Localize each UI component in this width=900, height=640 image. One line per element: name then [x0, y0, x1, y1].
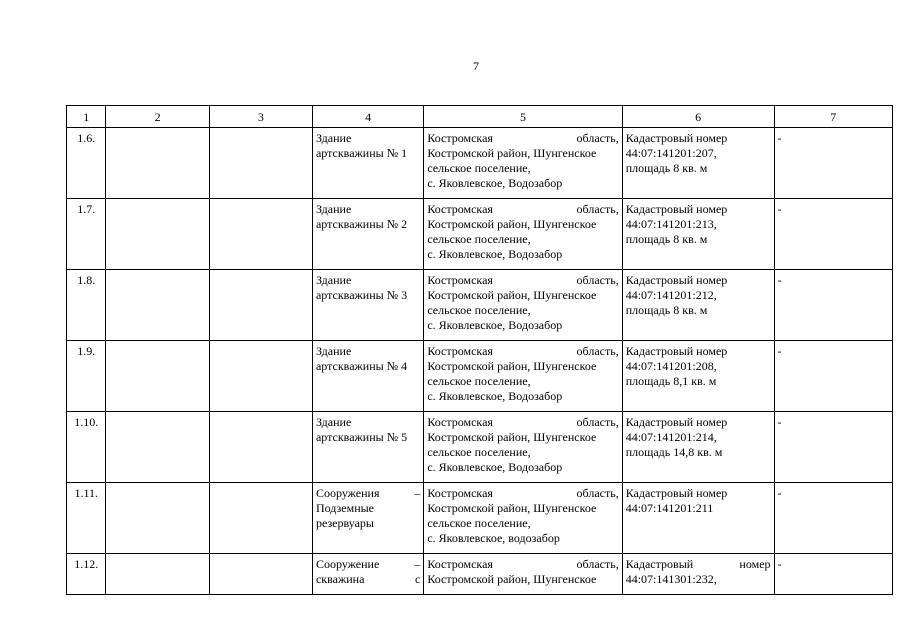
table-row: [67, 554, 893, 595]
object-address: [424, 128, 622, 199]
object-characteristics-line: площадь 8 кв. м: [625, 161, 708, 175]
object-characteristics-line: Кадастровый номер: [625, 202, 728, 216]
table-row: [67, 270, 893, 341]
row-number: 1.9.: [67, 341, 106, 412]
object-characteristics-line: Кадастровый номер: [625, 486, 728, 500]
object-name-line: скважина с: [315, 572, 421, 586]
object-address-line: с. Яковлевское, водозабор: [427, 531, 560, 545]
object-characteristics: [622, 270, 774, 341]
note-cell: -: [774, 554, 892, 595]
col3-cell: [209, 554, 312, 595]
object-characteristics-line: 44:07:141201:212,: [625, 288, 717, 302]
row-number: 1.11.: [67, 483, 106, 554]
col3-cell: [209, 412, 312, 483]
object-characteristics-line: площадь 8 кв. м: [625, 303, 708, 317]
object-address: [424, 199, 622, 270]
object-name: [312, 554, 423, 595]
object-address-line: Костромской район, Шунгенское: [427, 217, 597, 231]
object-name: [312, 341, 423, 412]
object-name-line: артскважины № 3: [315, 288, 408, 302]
object-characteristics-line: 44:07:141201:213,: [625, 217, 717, 231]
object-characteristics-line: Кадастровый номер: [625, 557, 771, 571]
object-address-line: Костромская область,: [427, 557, 619, 571]
note-cell: -: [774, 128, 892, 199]
col2-cell: [106, 270, 209, 341]
object-characteristics-line: Кадастровый номер: [625, 415, 728, 429]
col3-cell: [209, 128, 312, 199]
header-col-5: 5: [424, 106, 622, 128]
object-address-line: Костромской район, Шунгенское: [427, 146, 597, 160]
table-header-row: [67, 106, 893, 128]
object-characteristics: [622, 128, 774, 199]
object-characteristics-line: 44:07:141201:214,: [625, 430, 717, 444]
object-characteristics-line: Кадастровый номер: [625, 273, 728, 287]
object-address-line: сельское поселение,: [427, 232, 531, 246]
note-cell: -: [774, 412, 892, 483]
object-characteristics: [622, 554, 774, 595]
object-name-line: Здание: [315, 415, 352, 429]
header-col-7: 7: [774, 106, 892, 128]
table-row: [67, 341, 893, 412]
object-address-line: с. Яковлевское, Водозабор: [427, 318, 563, 332]
table-row: [67, 412, 893, 483]
object-characteristics-line: площадь 8,1 кв. м: [625, 374, 717, 388]
object-name-line: артскважины № 1: [315, 146, 408, 160]
object-characteristics: [622, 341, 774, 412]
object-address-line: Костромская область,: [427, 344, 619, 358]
col2-cell: [106, 483, 209, 554]
object-address: [424, 270, 622, 341]
object-name-line: Здание: [315, 273, 352, 287]
col2-cell: [106, 412, 209, 483]
object-characteristics-line: площадь 8 кв. м: [625, 232, 708, 246]
object-characteristics-line: площадь 14,8 кв. м: [625, 445, 723, 459]
row-number: 1.12.: [67, 554, 106, 595]
object-characteristics: [622, 483, 774, 554]
object-characteristics-line: Кадастровый номер: [625, 344, 728, 358]
note-cell: -: [774, 341, 892, 412]
object-characteristics-line: 44:07:141201:208,: [625, 359, 717, 373]
object-name-line: Сооружение –: [315, 557, 421, 571]
col3-cell: [209, 199, 312, 270]
note-cell: -: [774, 483, 892, 554]
col2-cell: [106, 341, 209, 412]
object-characteristics-line: Кадастровый номер: [625, 131, 728, 145]
object-address-line: сельское поселение,: [427, 161, 531, 175]
object-characteristics-line: 44:07:141301:232,: [625, 572, 717, 586]
object-characteristics-line: 44:07:141201:207,: [625, 146, 717, 160]
object-characteristics-line: 44:07:141201:211: [625, 501, 714, 515]
col2-cell: [106, 128, 209, 199]
object-name: [312, 412, 423, 483]
header-col-6: 6: [622, 106, 774, 128]
object-name-line: артскважины № 2: [315, 217, 408, 231]
object-address-line: с. Яковлевское, Водозабор: [427, 176, 563, 190]
object-name-line: артскважины № 5: [315, 430, 408, 444]
object-address: [424, 483, 622, 554]
object-address-line: с. Яковлевское, Водозабор: [427, 247, 563, 261]
object-address-line: Костромская область,: [427, 131, 619, 145]
object-name: [312, 199, 423, 270]
object-name-line: Здание: [315, 131, 352, 145]
object-name: [312, 128, 423, 199]
row-number: 1.10.: [67, 412, 106, 483]
col3-cell: [209, 270, 312, 341]
col2-cell: [106, 199, 209, 270]
object-address-line: сельское поселение,: [427, 445, 531, 459]
object-address-line: Костромская область,: [427, 415, 619, 429]
object-address-line: Костромской район, Шунгенское: [427, 430, 597, 444]
object-name: [312, 270, 423, 341]
page-number: 7: [473, 59, 479, 73]
object-name: [312, 483, 423, 554]
object-name-line: Здание: [315, 202, 352, 216]
object-address-line: Костромской район, Шунгенское: [427, 501, 597, 515]
object-characteristics: [622, 199, 774, 270]
object-address-line: Костромской район, Шунгенское: [427, 359, 597, 373]
header-col-2: 2: [106, 106, 209, 128]
object-address: [424, 341, 622, 412]
object-address-line: сельское поселение,: [427, 516, 531, 530]
header-col-4: 4: [312, 106, 423, 128]
row-number: 1.6.: [67, 128, 106, 199]
object-address-line: сельское поселение,: [427, 303, 531, 317]
note-cell: -: [774, 199, 892, 270]
object-address-line: Костромской район, Шунгенское: [427, 288, 597, 302]
object-address-line: сельское поселение,: [427, 374, 531, 388]
row-number: 1.8.: [67, 270, 106, 341]
object-name-line: артскважины № 4: [315, 359, 408, 373]
object-address-line: Костромская область,: [427, 273, 619, 287]
object-name-line: Сооружения –: [315, 486, 421, 500]
object-address-line: с. Яковлевское, Водозабор: [427, 460, 563, 474]
row-number: 1.7.: [67, 199, 106, 270]
col3-cell: [209, 483, 312, 554]
object-name-line: Подземные: [315, 501, 375, 515]
table-row: [67, 199, 893, 270]
object-address: [424, 554, 622, 595]
object-address-line: Костромская область,: [427, 202, 619, 216]
object-address-line: Костромская область,: [427, 486, 619, 500]
header-col-1: 1: [67, 106, 106, 128]
table-row: [67, 128, 893, 199]
object-characteristics: [622, 412, 774, 483]
col2-cell: [106, 554, 209, 595]
col3-cell: [209, 341, 312, 412]
object-name-line: резервуары: [315, 516, 374, 530]
object-address-line: Костромской район, Шунгенское: [427, 572, 597, 586]
table-row: [67, 483, 893, 554]
object-address-line: с. Яковлевское, Водозабор: [427, 389, 563, 403]
object-name-line: Здание: [315, 344, 352, 358]
property-registry-table: [66, 105, 893, 595]
header-col-3: 3: [209, 106, 312, 128]
note-cell: -: [774, 270, 892, 341]
object-address: [424, 412, 622, 483]
